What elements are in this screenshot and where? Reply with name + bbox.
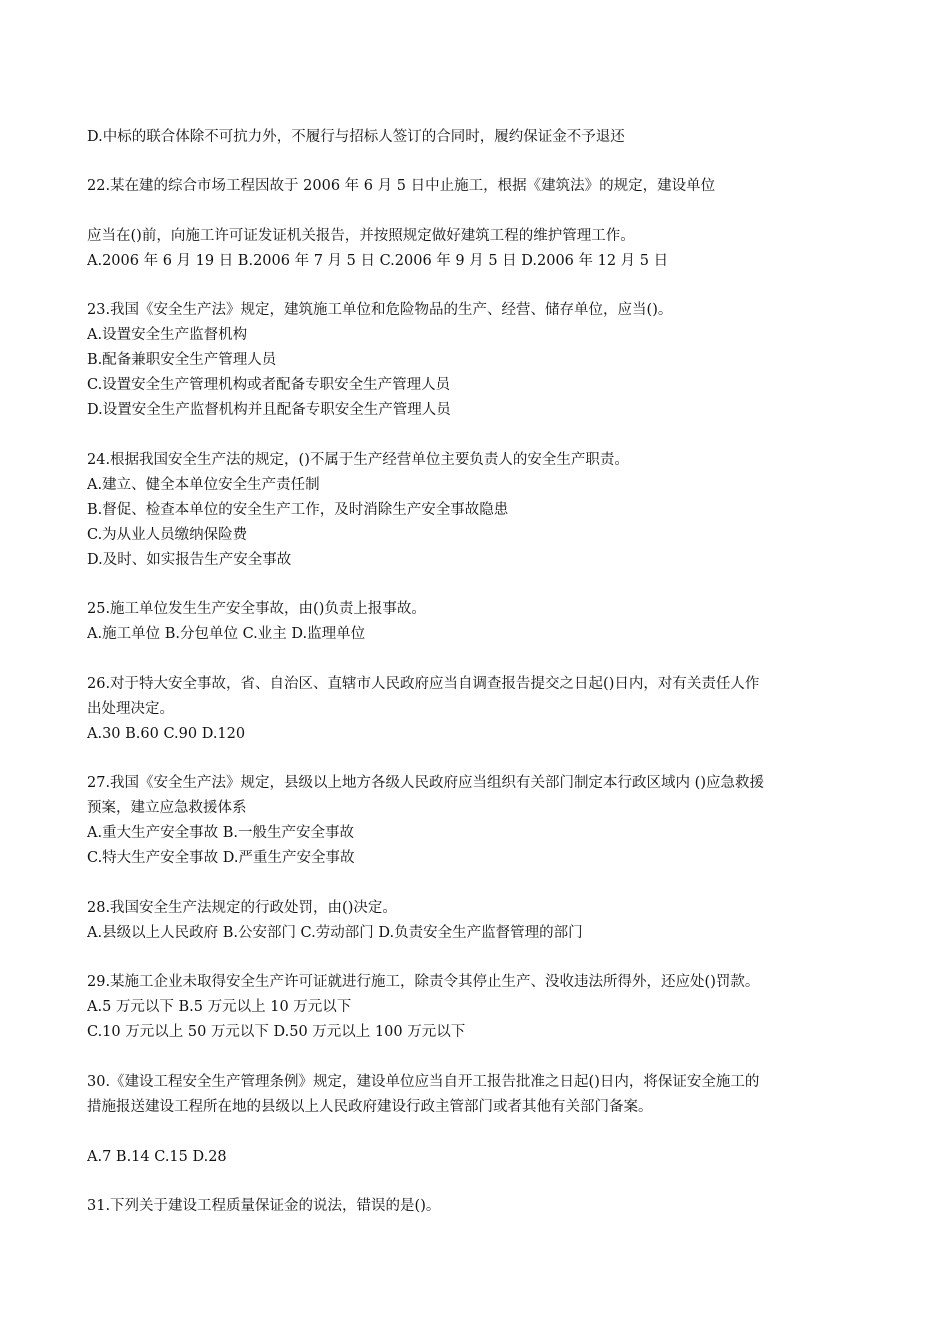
question-25-stem: 25.施工单位发生生产安全事故，由()负责上报事故。 xyxy=(87,601,426,617)
question-27-stem: 27.我国《安全生产法》规定，县级以上地方各级人民政府应当组织有关部门制定本行政区域内 ()应急救援 xyxy=(87,775,764,791)
question-22-options: A.2006 年 6 月 19 日 B.2006 年 7 月 5 日 C.2006 年 9 月 5 日 D.2006 年 12 月 5 日 xyxy=(87,253,669,269)
question-24-stem: 24.根据我国安全生产法的规定，()不属于生产经营单位主要负责人的安全生产职责。 xyxy=(87,452,629,468)
text-line: 措施报送建设工程所在地的县级以上人民政府建设行政主管部门或者其他有关部门备案。 xyxy=(87,1099,653,1115)
option-line: D.及时、如实报告生产安全事故 xyxy=(87,552,292,568)
question-28-options: A.县级以上人民政府 B.公安部门 C.劳动部门 D.负责安全生产监督管理的部门 xyxy=(87,925,583,941)
question-23-stem: 23.我国《安全生产法》规定，建筑施工单位和危险物品的生产、经营、储存单位，应当()。 xyxy=(87,302,673,318)
text-line: 预案，建立应急救援体系 xyxy=(87,800,247,816)
text-line: 出处理决定。 xyxy=(87,701,174,717)
text-line: 应当在()前，向施工许可证发证机关报告，并按照规定做好建筑工程的维护管理工作。 xyxy=(87,228,635,244)
question-28-stem: 28.我国安全生产法规定的行政处罚，由()决定。 xyxy=(87,900,397,916)
question-29-stem: 29.某施工企业未取得安全生产许可证就进行施工，除责令其停止生产、没收违法所得外，还应处()罚款。 xyxy=(87,974,760,990)
option-line: C.10 万元以上 50 万元以下 D.50 万元以上 100 万元以下 xyxy=(87,1024,466,1040)
option-line: C.为从业人员缴纳保险费 xyxy=(87,527,248,543)
question-30-stem: 30.《建设工程安全生产管理条例》规定，建设单位应当自开工报告批准之日起()日内，将保证安全施工的 xyxy=(87,1074,760,1090)
option-line: A.建立、健全本单位安全生产责任制 xyxy=(87,477,320,493)
text-line: D.中标的联合体除不可抗力外，不履行与招标人签订的合同时，履约保证金不予退还 xyxy=(87,129,625,145)
option-line: D.设置安全生产监督机构并且配备专职安全生产管理人员 xyxy=(87,402,451,418)
question-30-options: A.7 B.14 C.15 D.28 xyxy=(87,1149,227,1165)
option-line: C.特大生产安全事故 D.严重生产安全事故 xyxy=(87,850,355,866)
option-line: B.配备兼职安全生产管理人员 xyxy=(87,352,277,368)
question-25-options: A.施工单位 B.分包单位 C.业主 D.监理单位 xyxy=(87,626,366,642)
question-26-stem: 26.对于特大安全事故，省、自治区、直辖市人民政府应当自调查报告提交之日起()日内，对有关责任人作 xyxy=(87,676,760,692)
option-line: C.设置安全生产管理机构或者配备专职安全生产管理人员 xyxy=(87,377,451,393)
question-26-options: A.30 B.60 C.90 D.120 xyxy=(87,726,246,742)
option-line: A.重大生产安全事故 B.一般生产安全事故 xyxy=(87,825,354,841)
option-line: A.5 万元以下 B.5 万元以上 10 万元以下 xyxy=(87,999,352,1015)
option-line: B.督促、检查本单位的安全生产工作，及时消除生产安全事故隐患 xyxy=(87,502,509,518)
question-22-stem: 22.某在建的综合市场工程因故于 2006 年 6 月 5 日中止施工，根据《建筑法》的规定，建设单位 xyxy=(87,178,716,194)
option-line: A.设置安全生产监督机构 xyxy=(87,327,248,343)
question-31-stem: 31.下列关于建设工程质量保证金的说法，错误的是()。 xyxy=(87,1198,441,1214)
